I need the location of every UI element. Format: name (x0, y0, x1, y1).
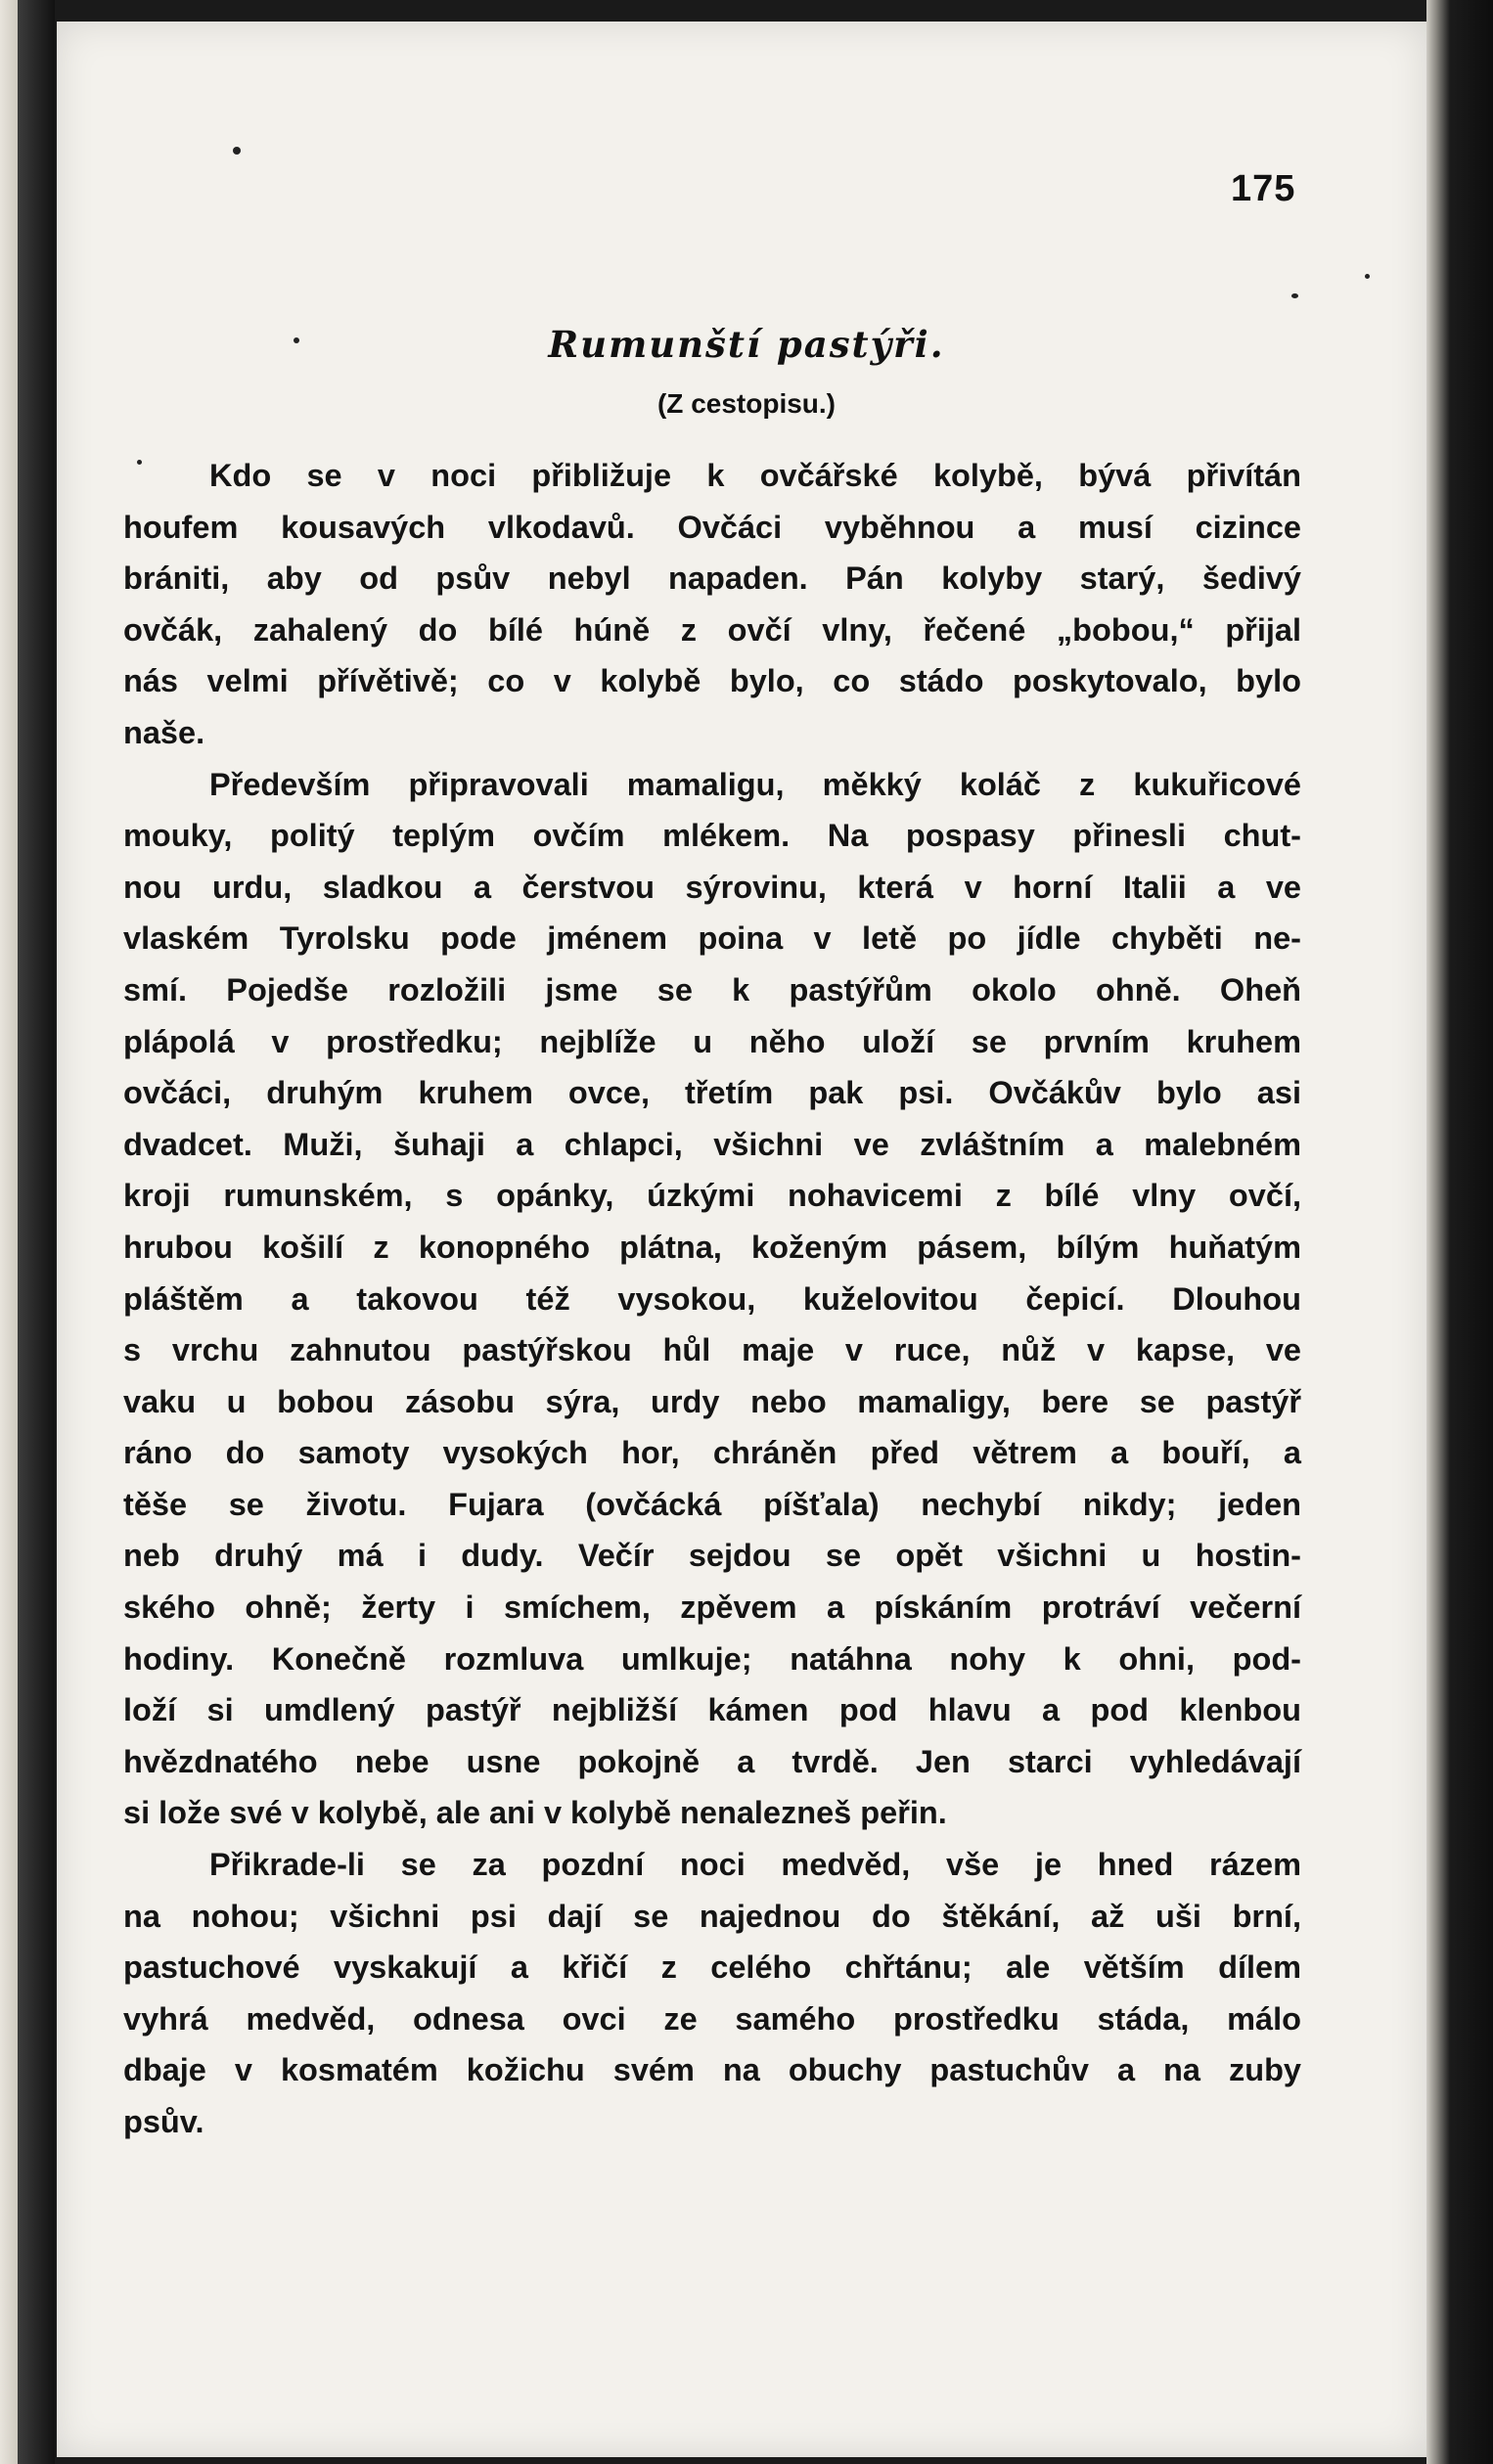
text-line: ovčák, zahalený do bílé húně z ovčí vlny, řečené „bobou,“ přijal (123, 611, 1301, 648)
scan-speck (233, 147, 241, 155)
scan-speck (1291, 293, 1298, 298)
text-line: hodiny. Konečně rozmluva umlkuje; natáhna nohy k ohni, pod- (123, 1640, 1301, 1677)
article-body (123, 450, 1301, 2148)
text-line: psův. (123, 2104, 204, 2139)
text-line: plápolá v prostředku; nejblíže u něho uloží se prvním kruhem (123, 1023, 1301, 1059)
text-line: dbaje v kosmatém kožichu svém na obuchy pastuchův a na zuby (123, 2052, 1301, 2088)
text-line: houfem kousavých vlkodavů. Ovčáci vyběhnou a musí cizince (123, 509, 1301, 545)
text-line: naše. (123, 714, 205, 750)
scan-speck (1365, 274, 1370, 279)
text-line: hrubou košilí z konopného plátna, koženým pásem, bílým huňatým (123, 1229, 1301, 1265)
paragraph-1 (123, 450, 1301, 759)
text-line: Přikrade-li se za pozdní noci medvěd, vše je hned rázem (209, 1847, 1301, 1883)
text-line: neb druhý má i dudy. Večír sejdou se opět všichni u hostin- (123, 1538, 1301, 1574)
text-line: pláštěm a takovou též vysokou, kuželovitou čepicí. Dlouhou (123, 1280, 1301, 1317)
text-line: dvadcet. Muži, šuhaji a chlapci, všichni ve zvláštním a malebném (123, 1126, 1301, 1162)
text-line: nou urdu, sladkou a čerstvou sýrovinu, která v horní Italii a ve (123, 869, 1301, 905)
paragraph-2 (123, 759, 1301, 1839)
text-line: si lože své v kolybě, ale ani v kolybě nenalezneš peřin. (123, 1795, 947, 1831)
text-line: smí. Pojedše rozložili jsme se k pastýřům okolo ohně. Oheň (123, 971, 1301, 1008)
text-line: kroji rumunském, s opánky, úzkými nohavicemi z bílé vlny ovčí, (123, 1178, 1301, 1214)
right-scan-border (1426, 0, 1493, 2464)
text-line: pastuchové vyskakují a křičí z celého chřtánu; ale větším dílem (123, 1949, 1301, 1986)
text-line: vyhrá medvěd, odnesa ovci ze samého prostředku stáda, málo (123, 2000, 1301, 2037)
left-page-edge (0, 0, 18, 2464)
page-subtitle: (Z cestopisu.) (656, 388, 836, 419)
text-line: ského ohně; žerty i smíchem, zpěvem a pískáním protráví večerní (123, 1590, 1301, 1626)
text-line: na nohou; všichni psi dají se najednou do štěkání, až uši brní, (123, 1898, 1301, 1934)
paragraph-3 (123, 1839, 1301, 2148)
page-title: Rumunští pastýři. (548, 323, 945, 366)
text-line: s vrchu zahnutou pastýřskou hůl maje v ruce, nůž v kapse, ve (123, 1332, 1301, 1368)
text-line: Kdo se v noci přibližuje k ovčářské kolybě, bývá přivítán (209, 458, 1301, 493)
text-line: ovčáci, druhým kruhem ovce, třetím pak psi. Ovčákův bylo asi (123, 1075, 1301, 1111)
text-line: mouky, politý teplým ovčím mlékem. Na pospasy přinesli chut- (123, 818, 1301, 854)
text-line: hvězdnatého nebe usne pokojně a tvrdě. Jen starci vyhledávají (123, 1743, 1301, 1779)
text-line: těše se životu. Fujara (ovčácká píšťala) nechybí nikdy; jeden (123, 1486, 1301, 1522)
text-line: vlaském Tyrolsku pode jménem poina v letě po jídle chyběti ne- (123, 920, 1301, 957)
text-line: loží si umdlený pastýř nejbližší kámen pod hlavu a pod klenbou (123, 1692, 1301, 1728)
text-line: brániti, aby od psův nebyl napaden. Pán kolyby starý, šedivý (123, 560, 1301, 597)
text-line: vaku u bobou zásobu sýra, urdy nebo mamaligy, bere se pastýř (123, 1383, 1301, 1419)
page-number: 175 (1231, 168, 1296, 209)
text-line: Především připravovali mamaligu, měkký koláč z kukuřicové (209, 766, 1301, 802)
text-line: nás velmi přívětivě; co v kolybě bylo, co stádo poskytovalo, bylo (123, 663, 1301, 699)
text-line: ráno do samoty vysokých hor, chráněn před větrem a bouří, a (123, 1435, 1301, 1471)
